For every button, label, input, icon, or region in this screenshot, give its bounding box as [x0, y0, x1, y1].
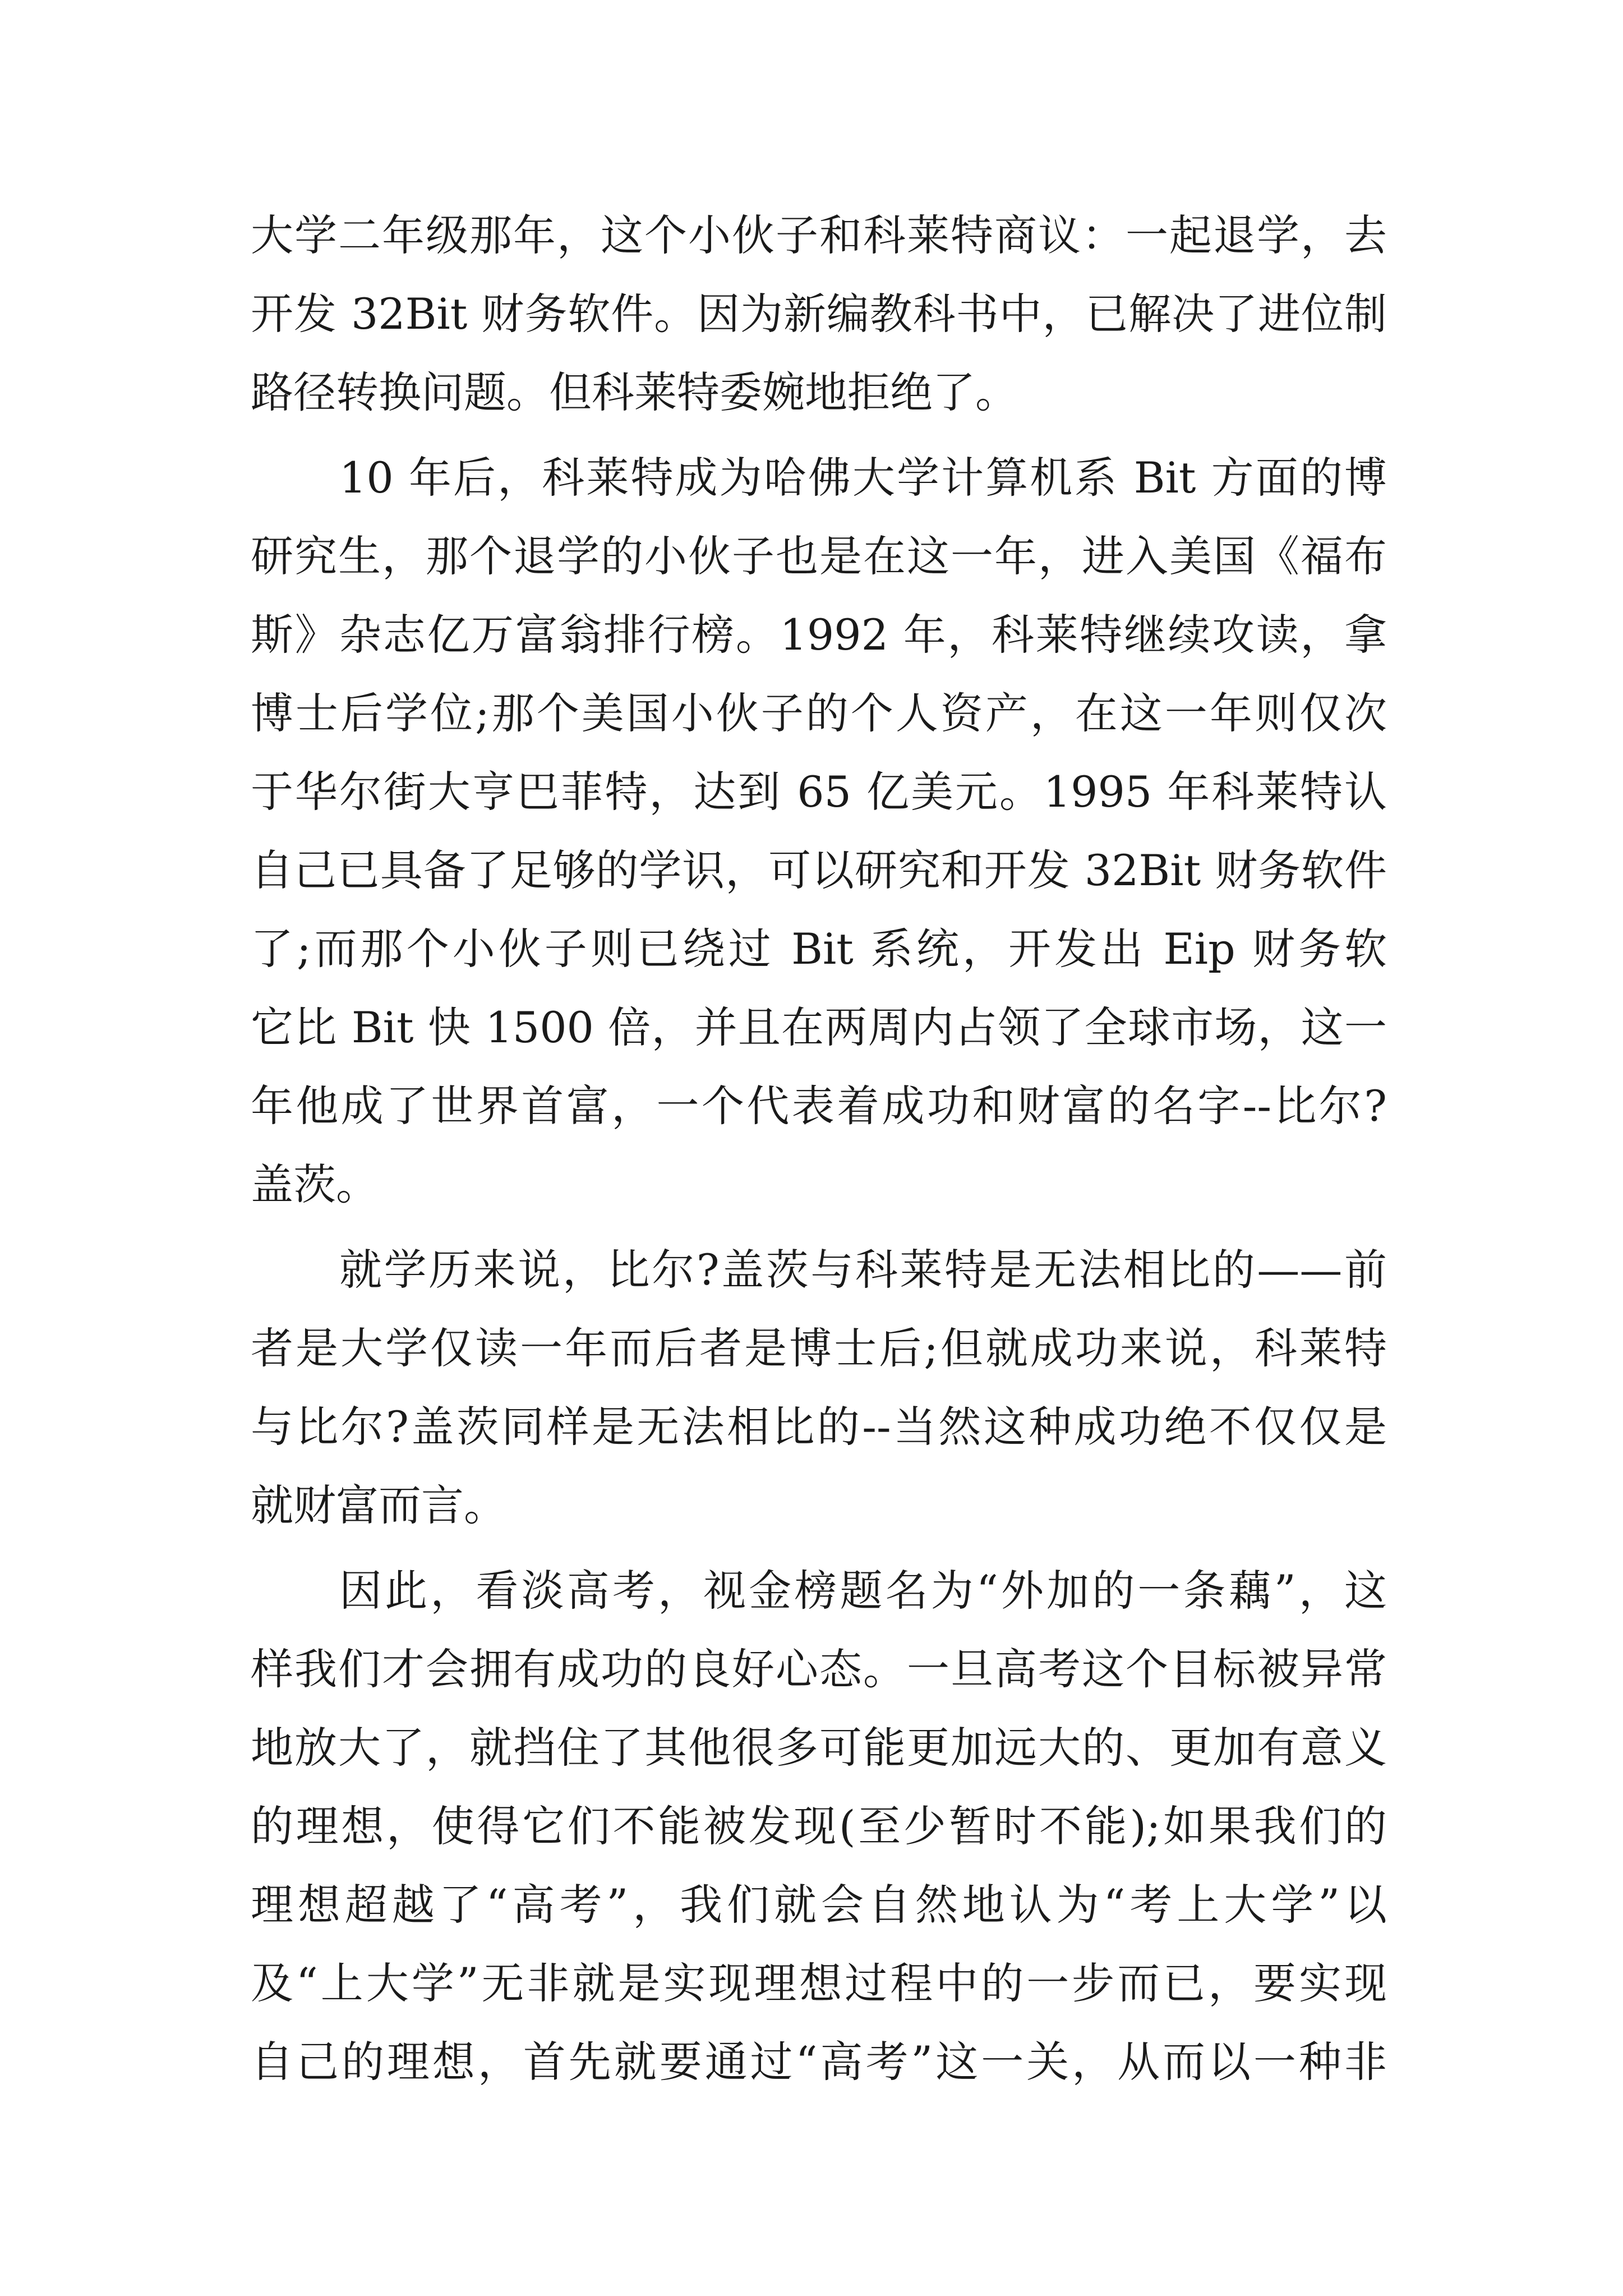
text-line: 大学二年级那年，这个小伙子和科莱特商议：一起退学，去: [251, 210, 1387, 260]
text-line: 路径转换问题。但科莱特委婉地拒绝了。: [251, 367, 1018, 417]
text-line: 斯》杂志亿万富翁排行榜。1992 年，科莱特继续攻读，拿: [251, 610, 1387, 660]
text-line: 与比尔?盖茨同样是无法相比的--当然这种成功绝不仅仅是: [251, 1402, 1387, 1452]
text-line: 它比 Bit 快 1500 倍，并且在两周内占领了全球市场，这一: [251, 1002, 1387, 1052]
text-line: 就财富而言。: [251, 1480, 506, 1530]
text-line: 自己的理想，首先就要通过“高考”这一关，从而以一种非: [251, 2037, 1387, 2087]
body-text: [251, 196, 1387, 2101]
text-line: 年他成了世界首富，一个代表着成功和财富的名字--比尔?: [251, 1081, 1387, 1131]
text-line: 就学历来说，比尔?盖茨与科莱特是无法相比的——前: [339, 1245, 1387, 1295]
text-line: 理想超越了“高考”，我们就会自然地认为“考上大学”以: [251, 1880, 1387, 1930]
text-line: 样我们才会拥有成功的良好心态。一旦高考这个目标被异常: [251, 1644, 1387, 1694]
text-line: 盖茨。: [251, 1159, 379, 1209]
text-line: 研究生，那个退学的小伙子也是在这一年，进入美国《福布: [251, 531, 1387, 581]
text-line: 地放大了，就挡住了其他很多可能更加远大的、更加有意义: [251, 1723, 1387, 1773]
paragraph: [251, 439, 1387, 1224]
text-line: 博士后学位;那个美国小伙子的个人资产，在这一年则仅次: [251, 688, 1387, 738]
text-line: 于华尔街大亨巴菲特，达到 65 亿美元。1995 年科莱特认: [251, 767, 1387, 817]
text-line: 因此，看淡高考，视金榜题名为“外加的一条藕”，这: [339, 1566, 1387, 1616]
text-line: 10 年后，科莱特成为哈佛大学计算机系 Bit 方面的博: [339, 453, 1387, 503]
paragraph: [251, 1552, 1387, 2101]
text-line: 开发 32Bit 财务软件。因为新编教科书中，已解决了进位制: [251, 289, 1387, 339]
text-line: 自己已具备了足够的学识，可以研究和开发 32Bit 财务软件: [251, 845, 1387, 895]
text-line: 及“上大学”无非就是实现理想过程中的一步而已，要实现: [251, 1958, 1387, 2008]
text-line: 了;而那个小伙子则已绕过 Bit 系统，开发出 Eip 财务软: [251, 924, 1387, 974]
text-line: 者是大学仅读一年而后者是博士后;但就成功来说，科莱特: [251, 1323, 1387, 1373]
text-line: 的理想，使得它们不能被发现(至少暂时不能);如果我们的: [251, 1801, 1387, 1851]
paragraph: [251, 1231, 1387, 1545]
paragraph: [251, 196, 1387, 432]
